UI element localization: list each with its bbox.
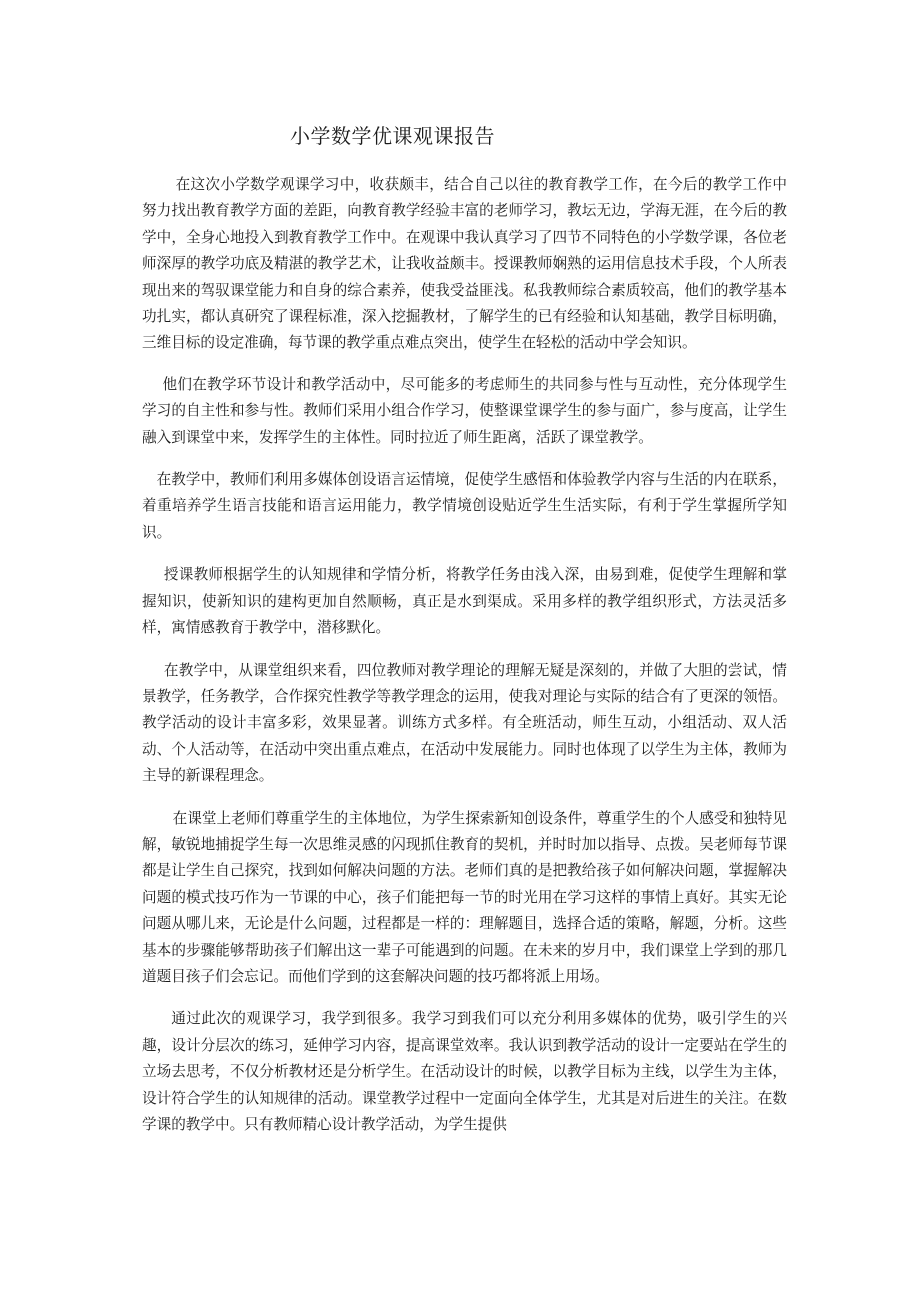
document-title: 小学数学优课观课报告 <box>290 124 495 148</box>
paragraph-1: 在这次小学数学观课学习中，收获颇丰，结合自己以往的教育教学工作，在今后的教学工作中努力找出教育教学方面的差距，向教育教学经验丰富的老师学习，教坛无边，学海无涯，在今后的教学中，全身心地投入到教育教学工作中。在观课中我认真学习了四节不同特色的小学数学课，各位老师深厚的教学功底及精湛的教学艺术，让我收益颇丰。授课教师娴熟的运用信息技术手段，个人所表现出来的驾驭课堂能力和自身的综合素养，使我受益匪浅。私我教师综合素质较高，他们的教学基本功扎实，都认真研究了课程标准，深入挖掘教材，了解学生的已有经验和认知基础，教学目标明确，三维目标的设定准确，每节课的教学重点难点突出，使学生在轻松的活动中学会知识。 <box>142 176 787 352</box>
paragraph-5: 在教学中，从课堂组织来看，四位教师对教学理论的理解无疑是深刻的，并做了大胆的尝试，情景教学，任务教学，合作探究性教学等教学理念的运用，使我对理论与实际的结合有了更深的领悟。教学活动的设计丰富多彩，效果显著。训练方式多样。有全班活动，师生互动，小组活动、双人活动、个人活动等，在活动中突出重点难点，在活动中发展能力。同时也体现了以学生为主体，教师为主导的新课程理念。 <box>142 661 787 785</box>
paragraph-7: 通过此次的观课学习，我学到很多。我学习到我们可以充分利用多媒体的优势，吸引学生的兴趣，设计分层次的练习，延伸学习内容，提高课堂效率。我认识到教学活动的设计一定要站在学生的立场去思考，不仅分析教材还是分析学生。在活动设计的时候，以教学目标为主线，以学生为主体，设计符合学生的认知规律的活动。课堂教学过程中一定面向全体学生，尤其是对后进生的关注。在数学课的教学中。只有教师精心设计教学活动，为学生提供 <box>142 1010 787 1133</box>
paragraph-2: 他们在教学环节设计和教学活动中，尽可能多的考虑师生的共同参与性与互动性，充分体现学生学习的自主性和参与性。教师们采用小组合作学习，使整课堂课学生的参与面广，参与度高，让学生融入到课堂中来，发挥学生的主体性。同时拉近了师生距离，活跃了课堂教学。 <box>142 375 787 446</box>
document-body <box>142 172 787 1138</box>
paragraph-4: 授课教师根据学生的认知规律和学情分析，将教学任务由浅入深，由易到难，促使学生理解和掌握知识，使新知识的建构更加自然顺畅，真正是水到渠成。采用多样的教学组织形式，方法灵活多样，寓情感教育于教学中，潜移默化。 <box>142 566 787 637</box>
paragraph-6: 在课堂上老师们尊重学生的主体地位，为学生探索新知创设条件，尊重学生的个人感受和独特见解，敏锐地捕捉学生每一次思维灵感的闪现抓住教育的契机，并时时加以指导、点拨。吴老师每节课都是让学生自己探究，找到如何解决问题的方法。老师们真的是把教给孩子如何解决问题，掌握解决问题的模式技巧作为一节课的中心，孩子们能把每一节的时光用在学习这样的事情上真好。其实无论问题从哪儿来，无论是什么问题，过程都是一样的：理解题目，选择合适的策略，解题，分析。这些基本的步骤能够帮助孩子们解出这一辈子可能遇到的问题。在未来的岁月中，我们课堂上学到的那几道题目孩子们会忘记。而他们学到的这套解决问题的技巧都将派上用场。 <box>142 809 787 985</box>
paragraph-3: 在教学中，教师们利用多媒体创设语言运情境，促使学生感悟和体验教学内容与生活的内在联系，着重培养学生语言技能和语言运用能力，教学情境创设贴近学生生活实际，有利于学生掌握所学知识。 <box>142 471 787 541</box>
